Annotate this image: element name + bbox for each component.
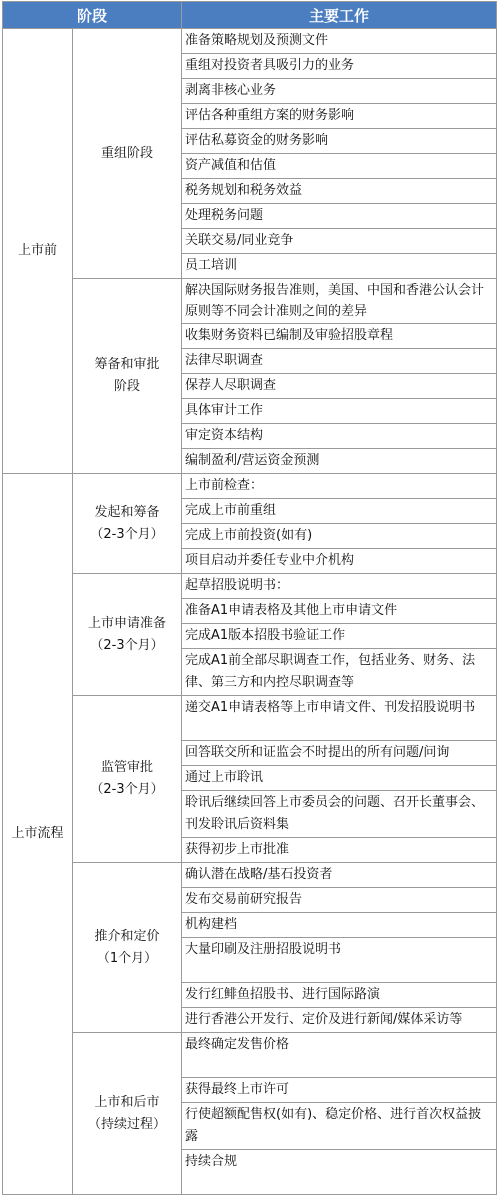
stage-label: 上市申请准备 [88,615,167,631]
task-cell: 法律尽职调查 [182,349,497,374]
stage-label: （2-3个月） [90,637,164,653]
stage-label: 筹备和审批 [94,357,160,372]
stage-label: 上市和后市 [94,1094,160,1110]
stage-label: （1个月） [96,950,158,966]
stage-label: 重组阶段 [101,145,154,161]
table-row [3,474,497,499]
task-cell: 解决国际财务报告准则，美国、中国和香港公认会计原则等不同会计准则之间的差异 [182,279,497,324]
task-cell: 进行香港公开发行、定价及进行新闻/媒体采访等 [182,1008,497,1033]
phase-cell: 上市前 [3,29,73,474]
task-cell: 回答联交所和证监会不时提出的所有问题/问询 [182,741,497,766]
task-cell: 准备A1申请表格及其他上市申请文件 [182,599,497,624]
table-row [3,574,497,599]
task-cell: 收集财务资料已编制及审验招股章程 [182,324,497,349]
table-body [3,29,497,1195]
task-cell: 税务规划和税务效益 [182,179,497,204]
stage-cell [73,474,182,574]
task-cell: 项目启动并委任专业中介机构 [182,549,497,574]
table-row [3,279,497,324]
task-cell: 行使超额配售权(如有)、稳定价格、进行首次权益披露 [182,1103,497,1150]
task-cell: 大量印刷及注册招股说明书 [182,938,497,983]
task-cell: 完成上市前重组 [182,499,497,524]
task-cell: 获得初步上市批准 [182,838,497,863]
stage-label: 监管审批 [101,760,154,775]
task-cell: 获得最终上市许可 [182,1078,497,1103]
task-cell: 具体审计工作 [182,399,497,424]
stage-cell [73,574,182,696]
stage-label: 推介和定价 [94,928,160,944]
task-cell: 关联交易/同业竞争 [182,229,497,254]
task-cell: 评估各种重组方案的财务影响 [182,104,497,129]
stage-label: （持续过程） [88,1116,167,1132]
task-cell: 通过上市聆讯 [182,766,497,791]
table-row [3,1033,497,1078]
task-cell: 编制盈利/营运资金预测 [182,449,497,474]
stage-label: （2-3个月） [90,526,164,542]
task-cell: 资产减值和估值 [182,154,497,179]
task-cell: 聆讯后继续回答上市委员会的问题、召开长董事会、刊发聆讯后资料集 [182,791,497,838]
table-row [3,696,497,741]
task-cell: 完成A1前全部尽职调查工作，包括业务、财务、法律、第三方和内控尽职调查等 [182,649,497,696]
task-cell: 递交A1申请表格等上市申请文件、刊发招股说明书 [182,696,497,741]
task-cell: 剥离非核心业务 [182,79,497,104]
task-cell: 机构建档 [182,913,497,938]
stage-label: 发起和筹备 [94,504,160,520]
stage-cell [73,29,182,279]
task-cell: 评估私募资金的财务影响 [182,129,497,154]
task-cell: 完成上市前投资(如有) [182,524,497,549]
task-cell: 持续合规 [182,1150,497,1195]
table-row [3,863,497,888]
task-cell: 上市前检查： [182,474,497,499]
task-cell: 员工培训 [182,254,497,279]
stage-cell [73,863,182,1033]
stage-cell [73,696,182,863]
task-cell: 审定资本结构 [182,424,497,449]
table-row [3,29,497,54]
task-cell: 保荐人尽职调查 [182,374,497,399]
task-cell: 重组对投资者具吸引力的业务 [182,54,497,79]
task-cell: 确认潜在战略/基石投资者 [182,863,497,888]
header-main-work: 主要工作 [182,2,497,29]
task-cell: 发布交易前研究报告 [182,888,497,913]
stage-cell [73,279,182,474]
task-cell: 最终确定发售价格 [182,1033,497,1078]
task-cell: 处理税务问题 [182,204,497,229]
header-row [3,2,497,29]
task-cell: 完成A1版本招股书验证工作 [182,624,497,649]
task-cell: 发行红鲱鱼招股书、进行国际路演 [182,983,497,1008]
stage-label: 阶段 [114,379,141,394]
stage-label: （2-3个月） [90,782,164,797]
task-cell: 准备策略规划及预测文件 [182,29,497,54]
phase-cell: 上市流程 [3,474,73,1195]
ipo-process-table [2,1,497,1195]
header-phase: 阶段 [3,2,182,29]
task-cell: 起草招股说明书： [182,574,497,599]
stage-cell [73,1033,182,1195]
